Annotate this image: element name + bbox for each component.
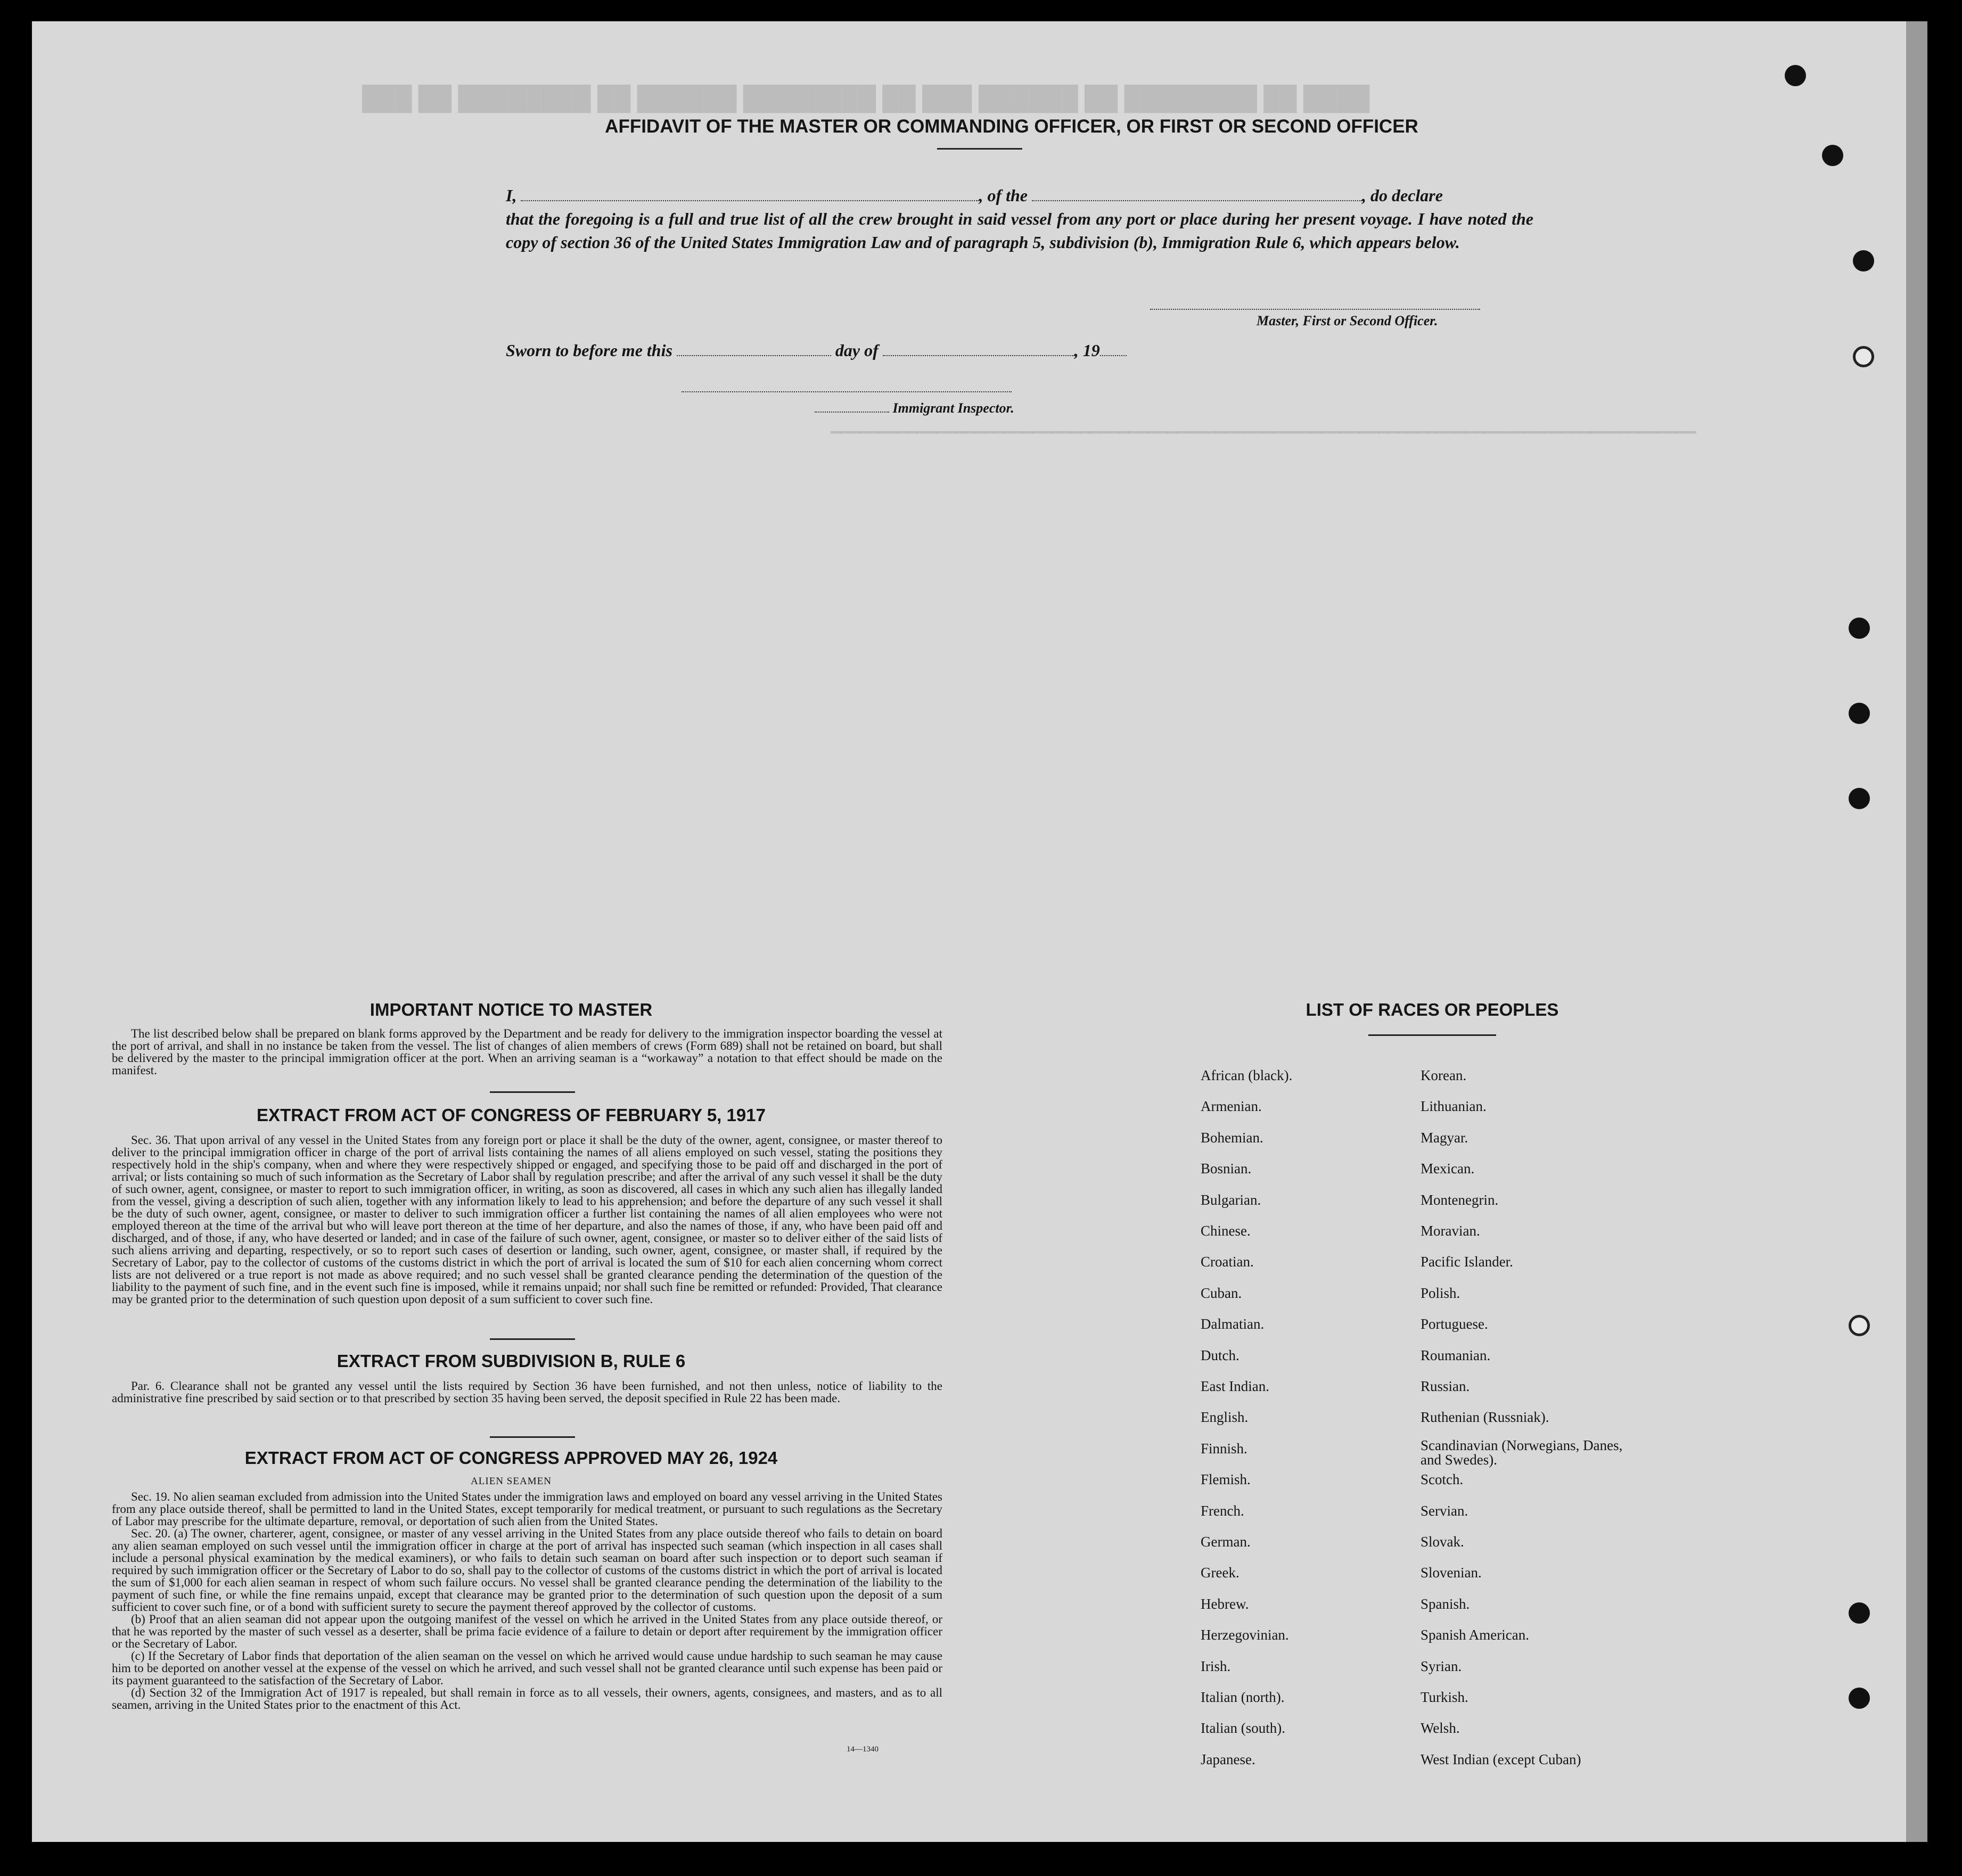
- affidavit-i-label: I,: [506, 186, 517, 205]
- race-item: West Indian (except Cuban): [1421, 1751, 1581, 1767]
- race-item: Flemish.: [1201, 1471, 1251, 1488]
- par-6-paragraph: Par. 6. Clearance shall not be granted any vessel until the lists required by Section 36 have been furnished, and not then unless, notice of liability to the administrative fine prescribed by said section or to that prescribed by section 35 having been served, the deposit specified in Rule 22 has been made.: [112, 1379, 942, 1405]
- race-item: Pacific Islander.: [1421, 1254, 1513, 1270]
- affidavit-of-the: , of the: [979, 186, 1028, 205]
- race-item: Spanish American.: [1421, 1627, 1529, 1643]
- manifest-sheet: [32, 21, 1906, 1842]
- sec-20d-paragraph: (d) Section 32 of the Immigration Act of 1917 is repealed, but shall remain in force as to all vessels, their owners, agents, consignees, and masters, and as to all seamen, arriving in the United States prior to the enactment of this Act.: [112, 1686, 942, 1712]
- race-item: Armenian.: [1201, 1098, 1262, 1115]
- race-item: Cuban.: [1201, 1285, 1242, 1301]
- race-item: Slovak.: [1421, 1534, 1464, 1550]
- notice-paragraph: The list described below shall be prepared on blank forms approved by the Department and be ready for delivery to the immigration inspector boarding the vessel at the port of arrival, and shall in no instance be taken from the vessel. The list of changes of alien members of crews (Form 689) shall not be retained on board, but shall be delivered by the master to the principal immigration officer at the port. When an arriving seaman is a “workaway” a notation to that effect should be made on the manifest.: [112, 1027, 942, 1077]
- bleed-through-rows: ▁▁▁▁▁▁▁▁▁▁▁▁▁▁▁▁▁▁▁▁▁▁▁▁▁▁▁▁▁▁▁▁▁▁▁▁▁▁▁▁▁▁▁▁▁▁▁▁▁▁▁▁▁▁▁▁▁▁▁▁▁▁▁▁▁▁▁▁▁▁▁▁▁▁▁▁▁▁▁▁▁▁▁▁▁▁▁▁▁▁: [831, 417, 1696, 435]
- subdivision-b-rule: [490, 1436, 575, 1438]
- race-item: Slovenian.: [1421, 1565, 1482, 1581]
- race-item: Montenegrin.: [1421, 1191, 1499, 1208]
- extract-1917-rule: [490, 1338, 575, 1340]
- alien-seamen-subtitle: ALIEN SEAMEN: [471, 1476, 552, 1487]
- race-item: Herzegovinian.: [1201, 1627, 1289, 1643]
- affidavit-title: AFFIDAVIT OF THE MASTER OR COMMANDING OFFICER, OR FIRST OR SECOND OFFICER: [605, 116, 1418, 137]
- race-item: Scotch.: [1421, 1471, 1464, 1488]
- affidavit-do-declare: , do declare: [1362, 186, 1443, 205]
- notice-text: [112, 1027, 942, 1076]
- binder-hole-icon: [1849, 788, 1870, 809]
- master-signature-label: Master, First or Second Officer.: [1257, 313, 1438, 328]
- race-item: Roumanian.: [1421, 1347, 1491, 1363]
- sec-20c-paragraph: (c) If the Secretary of Labor finds that deportation of the alien seaman on the vessel on which he arrived would cause undue hardship to such seaman he may cause him to be deported on another vessel at the expense of the vessel on which he arrived, and such vessel shall not be granted clearance until such expense has been paid or its payment guaranteed to the satisfaction of the Secretary of Labor.: [112, 1649, 942, 1687]
- page-edge: [1906, 21, 1927, 1842]
- race-item: Bohemian.: [1201, 1129, 1263, 1146]
- race-item: Korean.: [1421, 1067, 1467, 1083]
- race-item: Dalmatian.: [1201, 1316, 1265, 1332]
- race-item: Lithuanian.: [1421, 1098, 1487, 1115]
- inspector-signature-field[interactable]: [682, 391, 1012, 392]
- sworn-before-label: Sworn to before me this: [506, 341, 672, 360]
- bleed-through-text: ███ ██ ████████ ██ ██████ ████████ ██ ███ ██████ ██ ████████ ██ ████: [362, 85, 1370, 111]
- binder-hole-icon: [1822, 145, 1843, 166]
- binder-hole-open-icon: [1853, 346, 1874, 367]
- race-item: African (black).: [1201, 1067, 1293, 1083]
- race-item: Greek.: [1201, 1565, 1239, 1581]
- race-item: Portuguese.: [1421, 1316, 1488, 1332]
- race-item: Ruthenian (Russniak).: [1421, 1409, 1549, 1426]
- race-item: Mexican.: [1421, 1161, 1475, 1177]
- race-item: Syrian.: [1421, 1658, 1462, 1674]
- race-item: English.: [1201, 1409, 1249, 1426]
- vessel-name-field[interactable]: [1032, 200, 1362, 201]
- extract-1917-title: EXTRACT FROM ACT OF CONGRESS OF FEBRUARY 5, 1917: [257, 1105, 766, 1125]
- race-item: Polish.: [1421, 1285, 1460, 1301]
- race-item: Chinese.: [1201, 1223, 1251, 1239]
- race-item: Welsh.: [1421, 1720, 1460, 1737]
- affidavit-statement: that the foregoing is a full and true list of all the crew brought in said vessel from any port or place during her present voyage. I have noted the copy of section 36 of the United States Immigration Law and of paragraph 5, subdivision (b), Immigration Rule 6, which appears below.: [506, 209, 1533, 252]
- race-item: Russian.: [1421, 1378, 1470, 1394]
- race-item: Moravian.: [1421, 1223, 1480, 1239]
- sec-20b-paragraph: (b) Proof that an alien seaman did not appear upon the outgoing manifest of the vessel on which he arrived in the United States from any place outside thereof, or that he was reported by the master of such vessel as a deserter, shall be prima facie evidence of a failure to detain or deport after requirement by the immigration officer or the Secretary of Labor.: [112, 1612, 942, 1650]
- subdivision-b-text: [112, 1380, 942, 1404]
- declarant-name-field[interactable]: [521, 200, 979, 201]
- extract-1924-title: EXTRACT FROM ACT OF CONGRESS APPROVED MAY 26, 1924: [244, 1448, 778, 1468]
- sworn-line: [506, 341, 1127, 360]
- races-title: LIST OF RACES OR PEOPLES: [1306, 1000, 1559, 1019]
- sworn-day-field[interactable]: [677, 355, 831, 356]
- race-item: Spanish.: [1421, 1595, 1470, 1612]
- race-item: Hebrew.: [1201, 1595, 1249, 1612]
- race-item: Japanese.: [1201, 1751, 1255, 1767]
- race-item: French.: [1201, 1502, 1244, 1519]
- race-item: Dutch.: [1201, 1347, 1239, 1363]
- sworn-year-field[interactable]: [1100, 355, 1127, 356]
- race-item: Italian (south).: [1201, 1720, 1285, 1737]
- affidavit-body: [506, 184, 1533, 254]
- binder-hole-icon: [1849, 1602, 1870, 1624]
- race-item: Scandinavian (Norwegians, Danes, and Swedes).: [1421, 1437, 1623, 1468]
- race-item: Servian.: [1421, 1502, 1468, 1519]
- race-item: Finnish.: [1201, 1440, 1247, 1457]
- form-number: 14—1340: [847, 1745, 879, 1754]
- races-title-rule: [1368, 1034, 1496, 1036]
- day-of-label: day of: [835, 341, 879, 360]
- race-item: Magyar.: [1421, 1129, 1468, 1146]
- sec-19-paragraph: Sec. 19. No alien seaman excluded from admission into the United States under the immigration laws and employed on board any vessel arriving in the United States from any place outside thereof, shall be permitted to land in the United States, except temporarily for medical treatment, or pursuant to such regulations as the Secretary of Labor may prescribe for the ultimate departure, removal, or deportation of such alien from the United States.: [112, 1490, 942, 1528]
- section-36-paragraph: Sec. 36. That upon arrival of any vessel in the United States from any foreign port or place it shall be the duty of the owner, agent, consignee, or master thereof to deliver to the principal immigration officer in charge of the port of arrival lists containing the names of all aliens employed on such vessel, stating the positions they respectively hold in the ship's company, when and where they were respectively shipped or engaged, and specifying those to be paid off and discharged in the port of arrival; or lists containing so much of such information as the Secretary of Labor shall by regulation prescribe; and after the arrival of any such vessel it shall be the duty of such owner, agent, consignee, or master to report to such immigration officer, in writing, as soon as discovered, all cases in which any such alien has illegally landed from the vessel, giving a description of such alien, together with any information likely to lead to his apprehension; and before the departure of any such vessel it shall be the duty of such owner, agent, consignee, or master to deliver to such immigration officer a further list containing the names of all alien employees who were not employed thereon at the time of the arrival but who will leave port thereon at the time of her departure, and also the names of those, if any, who have been paid off and discharged, and of those, if any, who have deserted or landed; and in case of the failure of such owner, agent, consignee, or master so to deliver either of the said lists of such aliens arriving and departing, respectively, or so to report such cases of desertion or landing, such owner, agent, consignee, or master shall, if required by the Secretary of Labor, pay to the collector of customs of the customs district in which the port of arrival is located the sum of $10 for each alien concerning whom correct lists are not delivered or a true report is not made as above required; and no such vessel shall be granted clearance pending the determination of the question of the liability to the payment of such fine, and in the event such fine is imposed, while it remains unpaid; nor shall such fine be remitted or refunded: Provided, That clearance may be granted prior to the determination of such question upon deposit of a sum sufficient to cover such fine.: [112, 1133, 942, 1306]
- race-item: Italian (north).: [1201, 1689, 1285, 1705]
- sec-20a-paragraph: Sec. 20. (a) The owner, charterer, agent, consignee, or master of any vessel arriving in the United States from any place outside thereof who fails to detain on board any alien seaman employed on such vessel until the immigration officer in charge at the port of arrival has inspected such seaman (which inspection in all cases shall include a personal physical examination by the medical examiners), or who fails to detain such seaman on board after such inspection or to deport such seaman if required by such immigration officer or the Secretary of Labor to do so, shall pay to the collector of customs of the customs district in which the port of arrival is located the sum of $1,000 for each alien seaman in respect of whom such failure occurs. No vessel shall be granted clearance pending the determination of the liability to the payment of such fine, or while the fine remains unpaid, except that clearance may be granted prior to the determination of such question upon the deposit of a sum sufficient to cover such fine, or of a bond with sufficient surety to secure the payment thereof approved by the collector of customs.: [112, 1527, 942, 1614]
- affidavit-title-rule: [937, 148, 1022, 150]
- subdivision-b-title: EXTRACT FROM SUBDIVISION B, RULE 6: [336, 1351, 686, 1371]
- year-prefix-label: , 19: [1074, 341, 1100, 360]
- binder-hole-icon: [1849, 1688, 1870, 1709]
- binder-hole-icon: [1853, 250, 1874, 271]
- binder-hole-icon: [1785, 65, 1806, 86]
- inspector-label: Immigrant Inspector.: [892, 400, 1014, 416]
- binder-hole-open-icon: [1849, 1315, 1870, 1336]
- inspector-dash: [815, 412, 889, 413]
- extract-1924-text: [112, 1491, 942, 1711]
- race-item: Bulgarian.: [1201, 1191, 1261, 1208]
- race-item: Turkish.: [1421, 1689, 1468, 1705]
- race-item: German.: [1201, 1534, 1251, 1550]
- master-signature-field[interactable]: [1150, 309, 1480, 310]
- extract-1917-text: [112, 1134, 942, 1305]
- race-item: Croatian.: [1201, 1254, 1254, 1270]
- notice-title: IMPORTANT NOTICE TO MASTER: [370, 1000, 653, 1019]
- sworn-month-field[interactable]: [883, 355, 1074, 356]
- race-item: East Indian.: [1201, 1378, 1269, 1394]
- inspector-line: [815, 400, 1014, 416]
- race-item: Bosnian.: [1201, 1161, 1252, 1177]
- race-item: Irish.: [1201, 1658, 1231, 1674]
- binder-hole-icon: [1849, 703, 1870, 724]
- notice-rule: [490, 1091, 575, 1093]
- binder-hole-icon: [1849, 618, 1870, 639]
